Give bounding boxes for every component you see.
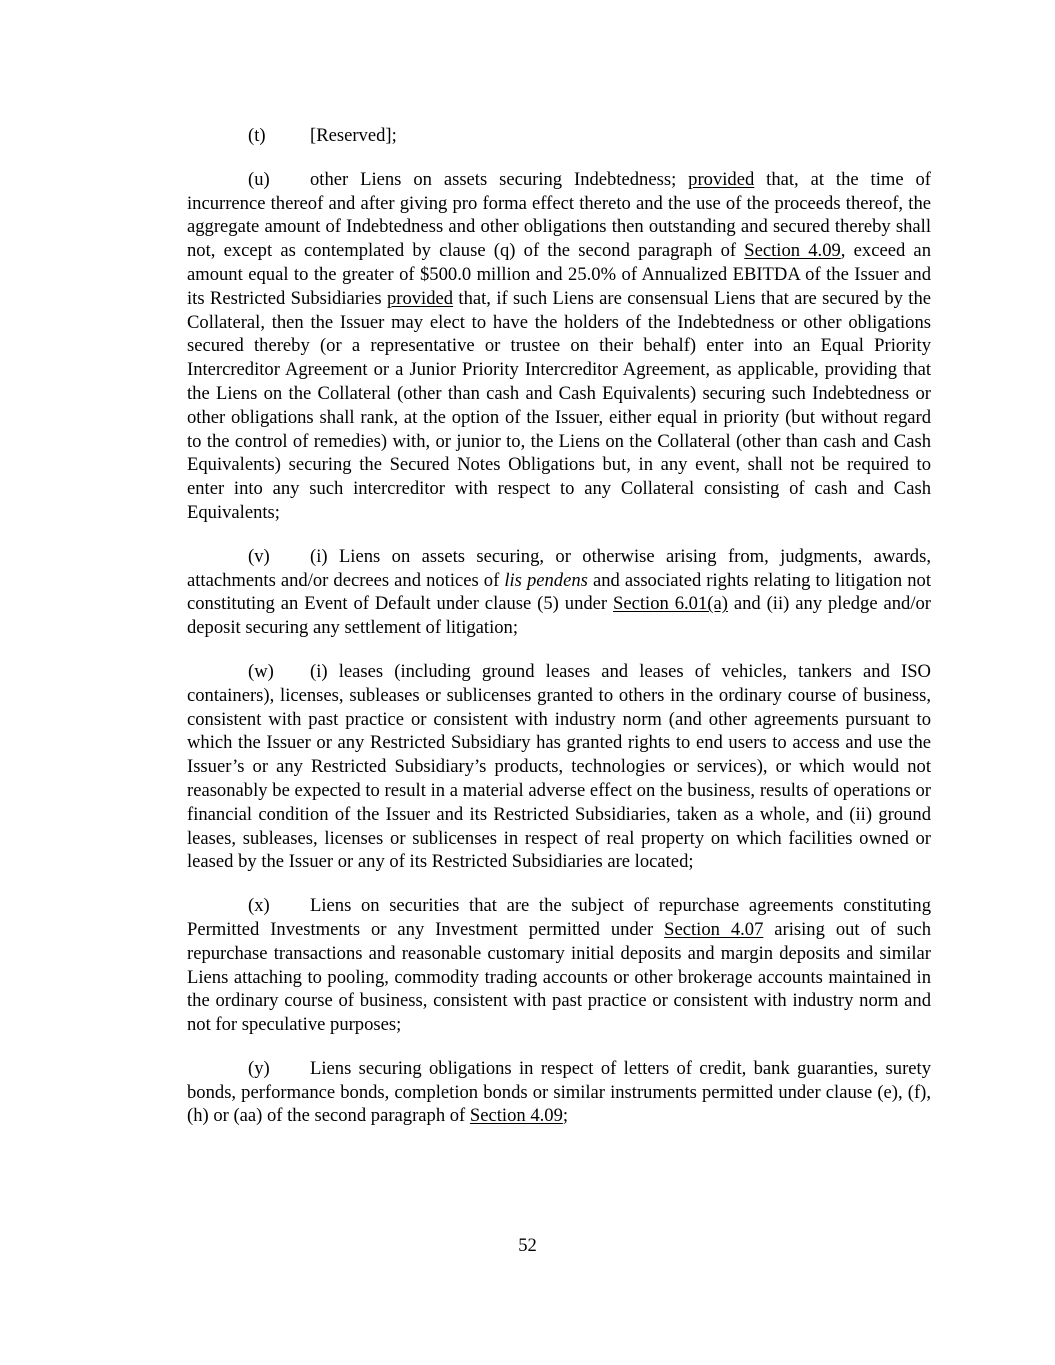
clause-label: (y) [248,1057,270,1079]
section-reference[interactable]: Section 6.01(a) [613,593,728,615]
section-reference[interactable]: Section 4.09 [469,1105,563,1127]
clause-text: (i) leases (including ground leases and leases of vehicles, tankers and ISO containers), licenses, subleases or sublicenses granted to others in the ordinary course of business, consistent with past practice or consistent with industry norm (and other agreements pursuant to which the Issuer or any Restricted Subsidiary has granted rights to end users to access and use the Issuer’s or any Restricted Subsidiary’s products, technologies or services), or which would not reasonably be expected to result in a material adverse effect on the business, results of operations or financial condition of the Issuer and its Restricted Subsidiaries, taken as a whole, and (ii) ground leases, subleases, licenses or sublicenses in respect of real property on which facilities owned or leased by the Issuer or any of its Restricted Subsidiaries are located; [187,660,931,873]
clause-text: Liens securing obligations in respect of letters of credit, bank guaranties, surety bonds, performance bonds, completion bonds or similar instruments permitted under clause (e), (f), (h) or (aa) of the second paragraph of [187,1057,931,1127]
italic-term: lis pendens [504,569,588,591]
clause-text: (i) Liens on assets securing, or otherwise arising from, judgments, awards, attachments and/or decrees and notices of [187,545,931,591]
section-reference[interactable]: Section 4.07 [664,918,764,940]
clause-t [187,124,931,148]
clause-text: arising out of such repurchase transactions and reasonable customary initial deposits and margin deposits and similar Liens attaching to pooling, commodity trading accounts or other brokerage accounts maintained in the ordinary course of business, consistent with past practice or consistent with industry norm and not for speculative purposes; [187,918,931,1036]
clause-label: (x) [248,895,270,917]
clause-label: (t) [248,125,266,146]
clause-text: Liens on securities that are the subject of repurchase agreements constituting Permitted Investments or any Investment permitted under [187,895,931,940]
clause-text: ; [562,1105,569,1127]
clause-text: [Reserved]; [310,125,397,146]
provided-term: provided [688,168,755,190]
clause-label: (w) [248,660,274,682]
clause-y [187,1057,931,1128]
clause-text: that, if such Liens are consensual Liens that are secured by the Collateral, then the Issuer may elect to have the holders of the Indebtedness or other obligations secured thereby (or a representative or trustee on their behalf) enter into an Equal Priority Intercreditor Agreement or a Junior Priority Intercreditor Agreement, as applicable, providing that the Liens on the Collateral (other than cash and Cash Equivalents) securing such Indebtedness or other obligations shall rank, at the option of the Issuer, either equal in priority (but without regard to the control of remedies) with, or junior to, the Liens on the Collateral (other than cash and Cash Equivalents) securing the Secured Notes Obligations but, in any event, shall not be required to enter into any such intercreditor with respect to any Collateral consisting of cash and Cash Equivalents; [187,287,931,523]
section-reference[interactable]: Section 4.09 [744,240,841,262]
clause-label: (u) [248,168,270,190]
document-body [187,124,931,1148]
clause-w [187,660,931,874]
clause-u [187,168,931,525]
clause-text: , exceed an amount equal to the greater of $500.0 million and 25.0% of Annualized EBITDA of the Issuer and its Restricted Subsidiaries [187,240,931,309]
clause-x [187,894,931,1037]
provided-term: provided [386,287,454,309]
clause-text: and associated rights relating to litigation not constituting an Event of Default under clause (5) under [187,569,931,615]
page-number: 52 [518,1235,537,1256]
clause-text: that, at the time of incurrence thereof and after giving pro forma effect thereto and the use of the proceeds thereof, the aggregate amount of Indebtedness and other obligations then outstanding and secured thereby shall not, except as contemplated by clause (q) of the second paragraph of [187,168,931,262]
clause-text: and (ii) any pledge and/or deposit securing any settlement of litigation; [187,593,931,639]
clause-text: other Liens on assets securing Indebtedness; [310,168,689,190]
clause-v [187,545,931,640]
clause-label: (v) [248,545,270,567]
